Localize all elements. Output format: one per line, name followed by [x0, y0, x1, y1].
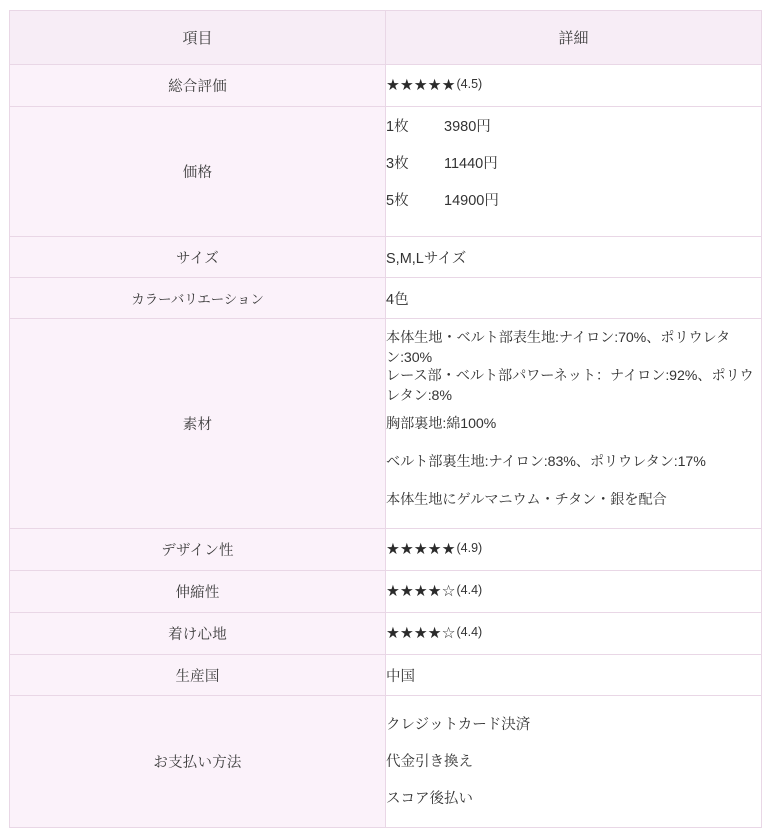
material-item: レース部・ベルト部パワーネット：ナイロン:92%、ポリウレタン:8% — [386, 368, 754, 404]
table-row — [10, 655, 762, 696]
rating-score: (4.4) — [456, 583, 483, 597]
material-item: 胸部裏地:綿100% — [386, 416, 497, 432]
row-label-stretch: 伸縮性 — [10, 571, 386, 613]
row-value-overall-rating — [386, 65, 762, 107]
rating-score: (4.9) — [456, 541, 483, 555]
row-value-stretch — [386, 571, 762, 613]
star-rating-icon: ★★★★★ — [386, 77, 456, 94]
row-value-price — [386, 107, 762, 237]
payment-list — [386, 696, 761, 827]
table-row — [10, 65, 762, 107]
row-label-design: デザイン性 — [10, 529, 386, 571]
table-row — [10, 696, 762, 828]
price-quantity: 5枚 — [386, 193, 409, 209]
table-row — [10, 571, 762, 613]
price-item — [386, 189, 761, 226]
row-value-country: 中国 — [386, 655, 762, 696]
table-row — [10, 107, 762, 237]
star-rating-icon: ★★★★☆ — [386, 625, 456, 642]
row-label-color-variation: カラーバリエーション — [10, 278, 386, 319]
material-item: 本体生地にゲルマニウム・チタン・銀を配合 — [386, 492, 667, 508]
row-label-size: サイズ — [10, 237, 386, 278]
header-item: 項目 — [10, 11, 386, 65]
price-amount: 11440円 — [444, 156, 498, 172]
price-quantity: 1枚 — [386, 119, 409, 135]
row-label-price: 価格 — [10, 107, 386, 237]
row-label-material: 素材 — [10, 319, 386, 529]
payment-item: スコア後払い — [386, 791, 473, 807]
price-quantity: 3枚 — [386, 156, 409, 172]
price-item — [386, 152, 761, 189]
row-value-material — [386, 319, 762, 529]
table-header-row — [10, 11, 762, 65]
material-item: ベルト部裏生地:ナイロン:83%、ポリウレタン:17% — [386, 454, 706, 470]
price-amount: 14900円 — [444, 193, 499, 209]
table-row — [10, 237, 762, 278]
row-label-comfort: 着け心地 — [10, 613, 386, 655]
star-rating-icon: ★★★★★ — [386, 541, 456, 558]
price-amount: 3980円 — [444, 119, 491, 135]
row-value-size: S,M,Lサイズ — [386, 237, 762, 278]
row-value-payment — [386, 696, 762, 828]
table-row — [10, 613, 762, 655]
rating-score: (4.4) — [456, 625, 483, 639]
product-spec-table — [9, 10, 762, 828]
table-row — [10, 278, 762, 319]
row-value-color-variation: 4色 — [386, 278, 762, 319]
payment-item: クレジットカード決済 — [386, 717, 531, 733]
row-value-comfort — [386, 613, 762, 655]
price-item — [386, 115, 761, 152]
material-list — [386, 319, 761, 528]
star-rating-icon: ★★★★☆ — [386, 583, 456, 600]
row-label-overall-rating: 総合評価 — [10, 65, 386, 107]
row-label-payment: お支払い方法 — [10, 696, 386, 828]
price-list — [386, 107, 761, 236]
rating-score: (4.5) — [456, 77, 483, 91]
table-row — [10, 319, 762, 529]
table-row — [10, 529, 762, 571]
header-detail: 詳細 — [386, 11, 762, 65]
material-item: 本体生地・ベルト部表生地:ナイロン:70%、ポリウレタン:30% — [386, 330, 731, 366]
row-label-country: 生産国 — [10, 655, 386, 696]
row-value-design — [386, 529, 762, 571]
payment-item: 代金引き換え — [386, 754, 473, 770]
